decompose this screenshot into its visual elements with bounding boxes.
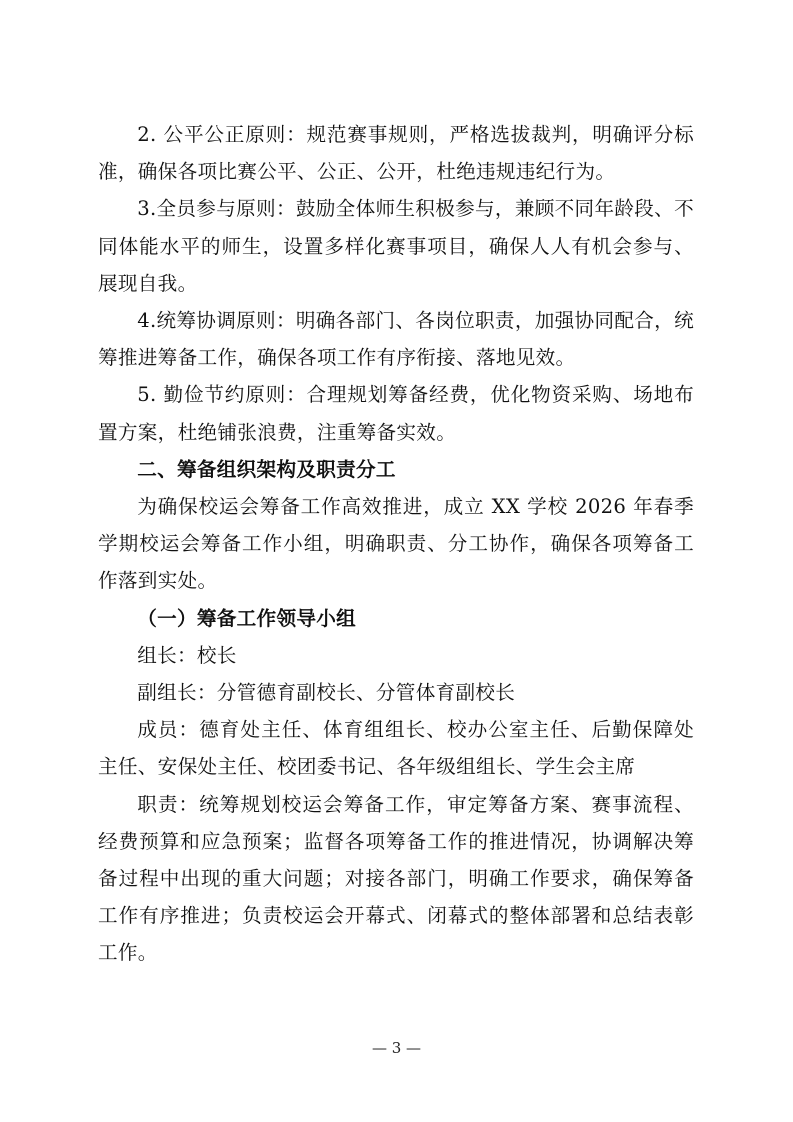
principle-coordination: 4.统筹协调原则：明确各部门、各岗位职责，加强协同配合，统筹推进筹备工作，确保各项工作有序衔接、落地见效。 <box>98 309 694 370</box>
group-leader: 组长：校长 <box>137 643 237 667</box>
page-number: — 3 — <box>371 1039 422 1057</box>
principle-fairness: 2. 公平公正原则：规范赛事规则，严格选拔裁判，明确评分标准，确保各项比赛公平、公正、公开，杜绝违规违纪行为。 <box>98 123 694 184</box>
principle-frugality: 5. 勤俭节约原则：合理规划筹备经费，优化物资采购、场地布置方案，杜绝铺张浪费，注重筹备实效。 <box>98 383 694 444</box>
document-body <box>98 116 694 972</box>
deputy-leaders: 副组长：分管德育副校长、分管体育副校长 <box>137 681 516 705</box>
principle-participation: 3.全员参与原则：鼓励全体师生积极参与，兼顾不同年龄段、不同体能水平的师生，设置多样化赛事项目，确保人人有机会参与、展现自我。 <box>98 197 694 295</box>
group-members: 成员：德育处主任、体育组组长、校办公室主任、后勤保障处主任、安保处主任、校团委书记、各年级组组长、学生会主席 <box>98 718 694 779</box>
group-duties: 职责：统筹规划校运会筹备工作，审定筹备方案、赛事流程、经费预算和应急预案；监督各项筹备工作的推进情况，协调解决筹备过程中出现的重大问题；对接各部门，明确工作要求，确保筹备工作有序推进；负责校运会开幕式、闭幕式的整体部署和总结表彰工作。 <box>98 792 694 965</box>
sub-heading: （一）筹备工作领导小组 <box>137 606 357 630</box>
section-intro: 为确保校运会筹备工作高效推进，成立 XX 学校 2026 年春季学期校运会筹备工作小组，明确职责、分工协作，确保各项筹备工作落到实处。 <box>98 495 694 593</box>
section-heading: 二、筹备组织架构及职责分工 <box>137 457 396 481</box>
